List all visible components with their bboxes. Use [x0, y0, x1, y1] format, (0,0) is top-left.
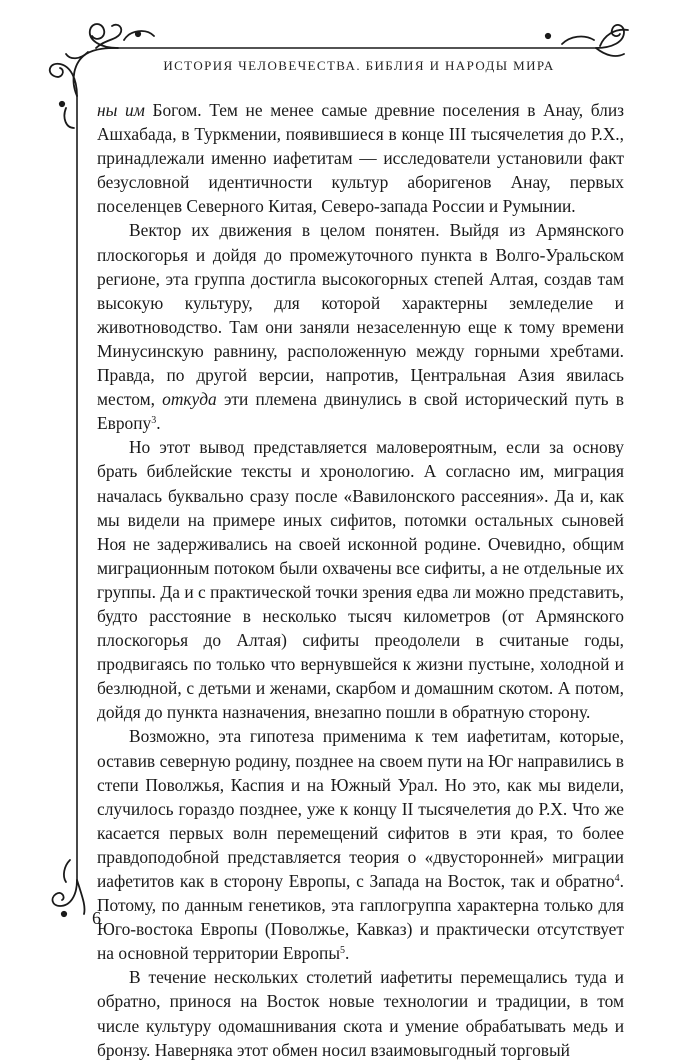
- paragraph-end: .: [345, 943, 350, 964]
- paragraph-text: эти племена двинулись в свой исторический путь в Европу: [97, 389, 624, 434]
- paragraph-text: . Потому, по данным генетиков, эта гаплогруппа характерна только для Юго-востока Европы (Поволжье, Кавказ) и практически отсутствует на основной территории Европы: [97, 871, 624, 964]
- corner-flourish-bottom-left: [53, 860, 85, 916]
- paragraph-end: .: [156, 413, 161, 434]
- footnote-ref-4[interactable]: 4: [614, 873, 620, 884]
- italic-word: откуда: [162, 389, 217, 410]
- paragraph-text: Вектор их движения в целом понятен. Выйдя из Армянского плоскогорья и дойдя до промежуточного пункта в Волго-Уральском регионе, эта группа достигла высокогорных степей Алтая, создав там высокую культуру, для которой характерны земледелие и животноводство. Там они заняли незаселенную еще к тому времени Минусинскую равнину, расположенную между горными хребтами. Правда, по другой версии, напротив, Центральная Азия явилась местом,: [97, 220, 624, 410]
- corner-flourish-top-right: [546, 25, 628, 56]
- paragraph-1: [97, 98, 624, 218]
- paragraph-text: Возможно, эта гипотеза применима к тем иафетитам, которые, оставив северную родину, позднее на своем пути на Юг направились в степи Поволжья, Каспия и на Южный Урал. Но это, как мы видели, случилось гораздо позднее, уже к концу II тысячелетия до Р.Х. Что же касается первых волн перемещений сифитов в эти края, то более правдоподобной представляется теория о «двусторонней» миграции иафетитов как в сторону Европы, с Запада на Восток, так и обратно: [97, 726, 624, 891]
- paragraph-4: [97, 724, 624, 965]
- paragraph-2: [97, 218, 624, 435]
- paragraph-text: В течение нескольких столетий иафетиты перемещались туда и обратно, принося на Восток новые технологии и традиции, в том числе культуру одомашнивания скота и умение обрабатывать медь и бронзу. Наверняка этот обмен носил взаимовыгодный торговый: [97, 967, 624, 1060]
- footnote-ref-3[interactable]: 3: [151, 415, 157, 427]
- footnote-ref-5[interactable]: 5: [340, 945, 346, 957]
- paragraph-text: Богом. Тем не менее самые древние поселения в Анау, близ Ашхабада, в Туркмении, появившиеся в конце III тысячелетия до Р.Х., принадлежали именно иафетитам — исследователи установили факт безусловной идентичности культур аборигенов Анау, первых поселенцев Северного Китая, Северо-запада России и Румынии.: [97, 100, 624, 217]
- paragraph-text: Но этот вывод представляется маловероятным, если за основу брать библейские тексты и хронологию. А согласно им, миграция началась буквально сразу после «Вавилонского рассеяния». Да и, как мы видели на примере иных сифитов, потомки остальных сыновей Ноя не задерживались на своей исконной родине. Очевидно, общим миграционным потоком были охвачены все сифиты, а не отдельные их группы. Да и с практической точки зрения едва ли можно представить, будто расстояние в несколько тысяч километров (от Армянского плоскогорья до Алтая) сифиты преодолели в считаные годы, продвигаясь по только что вернувшейся к жизни пустыне, холодной и безлюдной, с детьми и женами, скарбом и домашним скотом. А потом, дойдя до пункта назначения, внезапно пошли в обратную сторону.: [97, 437, 624, 723]
- italic-lead: ны им: [97, 100, 145, 120]
- paragraph-3: [97, 435, 624, 724]
- body-text: [97, 98, 624, 1062]
- page-number: 6: [92, 908, 101, 928]
- running-head: ИСТОРИЯ ЧЕЛОВЕЧЕСТВА. БИБЛИЯ И НАРОДЫ МИРА: [163, 58, 555, 73]
- paragraph-5: [97, 965, 624, 1061]
